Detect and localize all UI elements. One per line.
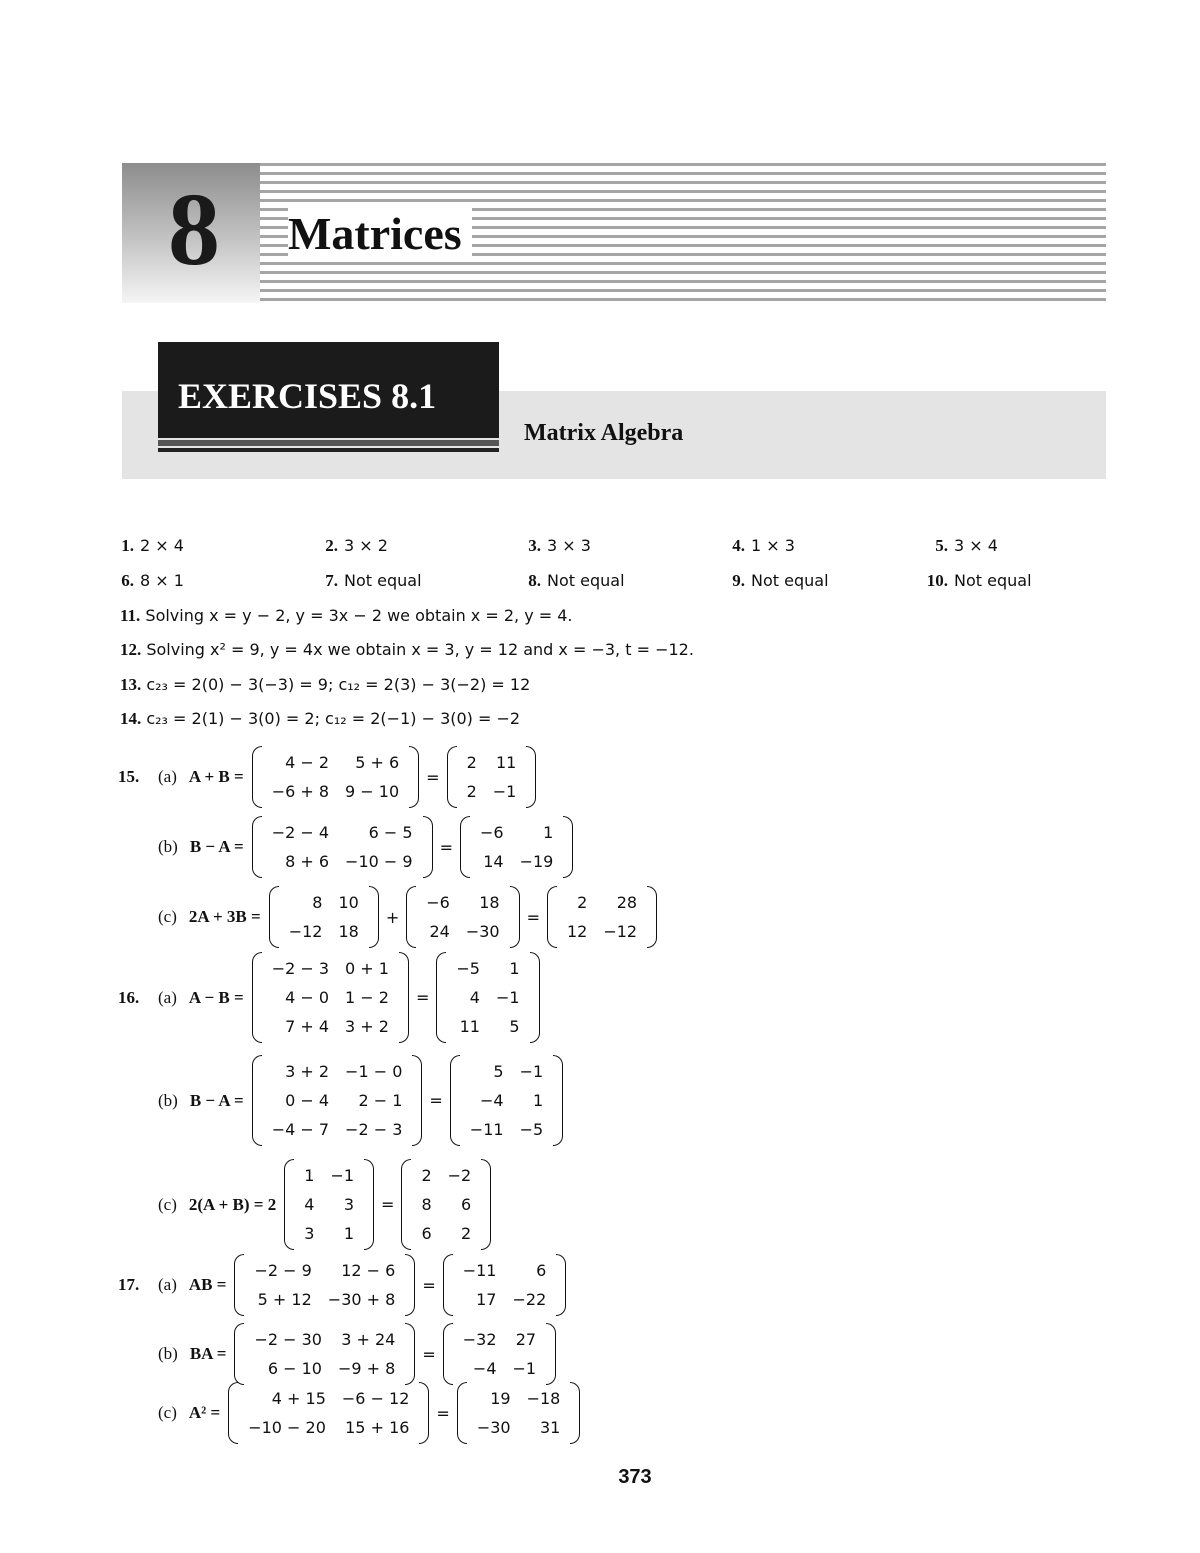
matrix-entry: −12 [603, 922, 638, 941]
matrix-entry: 12 [566, 922, 588, 941]
matrix-column [520, 818, 554, 876]
operator: = [422, 1344, 436, 1364]
matrix-column [248, 1384, 326, 1442]
matrix-column [304, 1161, 314, 1248]
matrix-entry: 31 [540, 1418, 561, 1437]
matrix-column [421, 1161, 431, 1248]
matrix-column [342, 1384, 410, 1442]
matrix-entry: −5 [456, 959, 480, 978]
matrix-equation [118, 1159, 491, 1250]
matrix-entry: −2 − 9 [254, 1261, 312, 1280]
equation-lhs: BA = [189, 1344, 227, 1363]
matrix-entry: 28 [616, 893, 638, 912]
matrix-entry: 5 + 12 [257, 1290, 312, 1309]
matrix-entry: −30 [476, 1418, 511, 1437]
answer-item: 10. Not equal [926, 571, 1032, 590]
matrix-entry: 8 [312, 893, 323, 912]
matrix-entry: 3 [304, 1224, 315, 1243]
matrix-column [456, 954, 480, 1041]
matrix-entry: −4 [472, 1359, 497, 1378]
matrix-column [463, 1256, 497, 1314]
matrix-equation [118, 1382, 580, 1444]
matrix-column [289, 888, 323, 946]
operator: = [526, 907, 540, 927]
problem-number: 17. [118, 1275, 140, 1294]
answer-line: 12. Solving x² = 9, y = 4x we obtain x = 3, y = 12 and x = −3, t = −12. [120, 640, 694, 659]
operator: = [426, 767, 440, 787]
matrix [406, 886, 519, 948]
matrix-equation [118, 952, 540, 1043]
matrix-column [272, 748, 329, 806]
matrix-entry: 10 [338, 893, 359, 912]
matrix-equation [118, 1254, 566, 1316]
matrix-entry: 1 [543, 823, 554, 842]
matrix-entry: −6 [479, 823, 504, 842]
matrix-entry: −11 [469, 1120, 504, 1139]
matrix-column [477, 1384, 511, 1442]
matrix-entry: 4 [304, 1195, 315, 1214]
operator: + [385, 907, 400, 927]
matrix [460, 816, 573, 878]
answer-item: 9. Not equal [732, 571, 829, 590]
answer-item: 4. 1 × 3 [732, 536, 795, 555]
matrix-entry: −30 [465, 922, 500, 941]
answer-item: 3. 3 × 3 [528, 536, 591, 555]
matrix-column [345, 748, 399, 806]
matrix-entry: 17 [476, 1290, 497, 1309]
operator: = [436, 1403, 450, 1423]
matrix-entry: 18 [338, 922, 359, 941]
matrix [450, 1055, 563, 1146]
matrix-entry: 6 [461, 1195, 472, 1214]
equation-lhs: AB = [188, 1275, 227, 1294]
section-title: EXERCISES 8.1 [178, 376, 437, 416]
matrix-column [527, 1384, 561, 1442]
matrix-entry: −10 − 9 [345, 852, 413, 871]
matrix-entry: 3 + 2 [345, 1017, 389, 1036]
matrix [436, 952, 539, 1043]
matrix-entry: 4 − 0 [285, 988, 330, 1007]
matrix-column [254, 1325, 322, 1383]
matrix-entry: −22 [512, 1290, 547, 1309]
part-label: (a) [158, 767, 177, 786]
matrix-column [496, 954, 520, 1041]
answer-line: 14. c₂₃ = 2(1) − 3(0) = 2; c₁₂ = 2(−1) − 3(0) = −2 [120, 709, 521, 728]
matrix [443, 1254, 567, 1316]
matrix-entry: 1 [304, 1166, 315, 1185]
matrix [252, 816, 433, 878]
matrix-equation [118, 1323, 556, 1385]
matrix-entry: 6 − 5 [368, 823, 413, 842]
matrix [457, 1382, 581, 1444]
matrix-entry: −2 − 3 [345, 1120, 403, 1139]
matrix-entry: −10 − 20 [248, 1418, 326, 1437]
matrix-entry: 8 + 6 [285, 852, 330, 871]
matrix-entry: 15 + 16 [345, 1418, 410, 1437]
matrix-column [520, 1057, 544, 1144]
matrix [252, 746, 419, 808]
matrix-column [603, 888, 637, 946]
part-label: (b) [158, 1090, 178, 1110]
answer-item: 5. 3 × 4 [935, 536, 998, 555]
answer-line: 13. c₂₃ = 2(0) − 3(−3) = 9; c₁₂ = 2(3) − 3(−2) = 12 [120, 675, 531, 694]
chapter-number: 8 [168, 172, 220, 287]
matrix-column [466, 888, 500, 946]
matrix-entry: 19 [490, 1389, 511, 1408]
matrix-entry: −4 − 7 [271, 1120, 330, 1139]
matrix-column [467, 748, 477, 806]
matrix-equation [118, 1055, 563, 1146]
operator: = [415, 988, 430, 1007]
answer-item: 8. Not equal [528, 571, 625, 590]
matrix-column [426, 888, 450, 946]
operator: = [439, 837, 453, 857]
matrix-entry: −30 + 8 [327, 1290, 396, 1309]
part-label: (b) [158, 1344, 178, 1363]
matrix-column [448, 1161, 472, 1248]
matrix-entry: 4 + 15 [271, 1389, 326, 1408]
matrix-column [567, 888, 587, 946]
equation-lhs: 2A + 3B = [188, 907, 261, 926]
matrix-column [345, 954, 389, 1041]
matrix-entry: −1 [519, 1062, 544, 1081]
matrix-entry: 1 [532, 1091, 544, 1110]
matrix [234, 1323, 415, 1385]
operator: = [429, 1091, 443, 1110]
matrix-column [272, 1057, 329, 1144]
matrix-entry: 1 [509, 959, 520, 978]
matrix-entry: −4 [479, 1091, 504, 1110]
matrix [284, 1159, 374, 1250]
matrix-entry: 8 [421, 1195, 432, 1214]
matrix-column [338, 888, 358, 946]
matrix [234, 1254, 415, 1316]
matrix-entry: −1 [492, 782, 517, 801]
matrix [443, 1323, 556, 1385]
matrix-entry: 7 + 4 [285, 1017, 330, 1036]
equation-lhs: B − A = [189, 1090, 244, 1110]
matrix-entry: −1 [330, 1166, 355, 1185]
problem-number: 15. [118, 767, 140, 786]
matrix-entry: 14 [483, 852, 504, 871]
matrix-column [493, 748, 517, 806]
matrix-entry: 2 [466, 753, 477, 772]
matrix-entry: 24 [429, 922, 450, 941]
part-label: (c) [158, 907, 177, 926]
matrix-entry: −2 − 30 [254, 1330, 322, 1349]
section-rule [158, 440, 499, 446]
matrix-entry: 12 − 6 [341, 1261, 396, 1280]
matrix-column [328, 1256, 396, 1314]
part-label: (b) [158, 837, 178, 856]
matrix [547, 886, 657, 948]
matrix-entry: −6 + 8 [271, 782, 330, 801]
matrix-entry: 5 + 6 [355, 753, 400, 772]
matrix-entry: 1 − 2 [345, 988, 389, 1007]
matrix-column [272, 954, 329, 1041]
answer-item: 7. Not equal [325, 571, 422, 590]
matrix-entry: −2 [447, 1166, 472, 1185]
matrix-entry: 9 − 10 [345, 782, 400, 801]
answer-item: 1. 2 × 4 [121, 536, 184, 555]
matrix-entry: 6 [421, 1224, 432, 1243]
matrix-entry: 3 + 2 [285, 1062, 330, 1081]
matrix-entry: 0 + 1 [345, 959, 389, 978]
matrix [269, 886, 379, 948]
matrix-entry: 0 − 4 [285, 1091, 330, 1110]
matrix-entry: −11 [462, 1261, 497, 1280]
part-label: (c) [158, 1403, 177, 1422]
matrix-entry: −6 − 12 [341, 1389, 410, 1408]
equation-lhs: A + B = [188, 767, 244, 786]
matrix-column [330, 1161, 354, 1248]
matrix-entry: 2 [466, 782, 477, 801]
matrix-equation [118, 746, 536, 808]
part-label: (a) [158, 987, 177, 1007]
matrix-entry: 1 [343, 1224, 355, 1243]
equation-lhs: A² = [188, 1403, 221, 1422]
matrix-entry: −1 [495, 988, 520, 1007]
matrix-column [338, 1325, 395, 1383]
part-label: (c) [158, 1194, 177, 1214]
matrix-entry: 3 [343, 1195, 355, 1214]
matrix-entry: −2 − 3 [271, 959, 330, 978]
answer-item: 2. 3 × 2 [325, 536, 388, 555]
matrix-entry: 11 [495, 753, 517, 772]
matrix-entry: −1 [512, 1359, 537, 1378]
matrix-entry: −19 [519, 852, 554, 871]
section-rule [158, 448, 499, 452]
equation-lhs: A − B = [188, 987, 244, 1007]
matrix-equation [118, 886, 657, 948]
matrix-column [480, 818, 504, 876]
matrix-entry: 5 [493, 1062, 504, 1081]
equation-lhs: B − A = [189, 837, 244, 856]
operator: = [381, 1195, 395, 1214]
chapter-title: Matrices [288, 206, 472, 262]
matrix [447, 746, 537, 808]
matrix-column [512, 1256, 546, 1314]
matrix-column [513, 1325, 537, 1383]
matrix-entry: −6 [426, 893, 450, 912]
matrix-entry: −18 [526, 1389, 561, 1408]
matrix-column [254, 1256, 311, 1314]
matrix-column [463, 1325, 497, 1383]
matrix-entry: 2 [421, 1166, 432, 1185]
matrix-entry: −1 − 0 [345, 1062, 403, 1081]
equation-lhs: 2(A + B) = 2 [188, 1194, 277, 1214]
matrix-column [345, 1057, 402, 1144]
matrix-entry: 11 [459, 1017, 480, 1036]
matrix-entry: −12 [288, 922, 323, 941]
matrix-entry: 2 [461, 1224, 472, 1243]
matrix-entry: −5 [519, 1120, 544, 1139]
part-label: (a) [158, 1275, 177, 1294]
section-subtitle: Matrix Algebra [524, 420, 684, 446]
problem-number: 16. [118, 987, 140, 1007]
matrix-column [272, 818, 329, 876]
operator: = [422, 1275, 436, 1295]
answer-item: 6. 8 × 1 [121, 571, 184, 590]
matrix-column [345, 818, 413, 876]
matrix-entry: 4 − 2 [285, 753, 330, 772]
matrix-column [470, 1057, 504, 1144]
matrix-entry: 4 [469, 988, 480, 1007]
matrix [401, 1159, 491, 1250]
matrix-entry: −2 − 4 [271, 823, 330, 842]
matrix [228, 1382, 429, 1444]
page-number: 373 [618, 1466, 652, 1488]
matrix-entry: −32 [462, 1330, 497, 1349]
matrix-entry: 6 − 10 [267, 1359, 322, 1378]
matrix-entry: 18 [479, 893, 500, 912]
matrix-entry: 27 [515, 1330, 537, 1349]
matrix-entry: 5 [509, 1017, 520, 1036]
matrix [252, 1055, 423, 1146]
matrix [252, 952, 409, 1043]
matrix-entry: −9 + 8 [337, 1359, 396, 1378]
matrix-entry: 2 [577, 893, 588, 912]
matrix-entry: 3 + 24 [341, 1330, 396, 1349]
answer-line: 11. Solving x = y − 2, y = 3x − 2 we obtain x = 2, y = 4. [120, 606, 573, 625]
matrix-entry: 2 − 1 [358, 1091, 403, 1110]
matrix-entry: 6 [536, 1261, 547, 1280]
matrix-equation [118, 816, 573, 878]
